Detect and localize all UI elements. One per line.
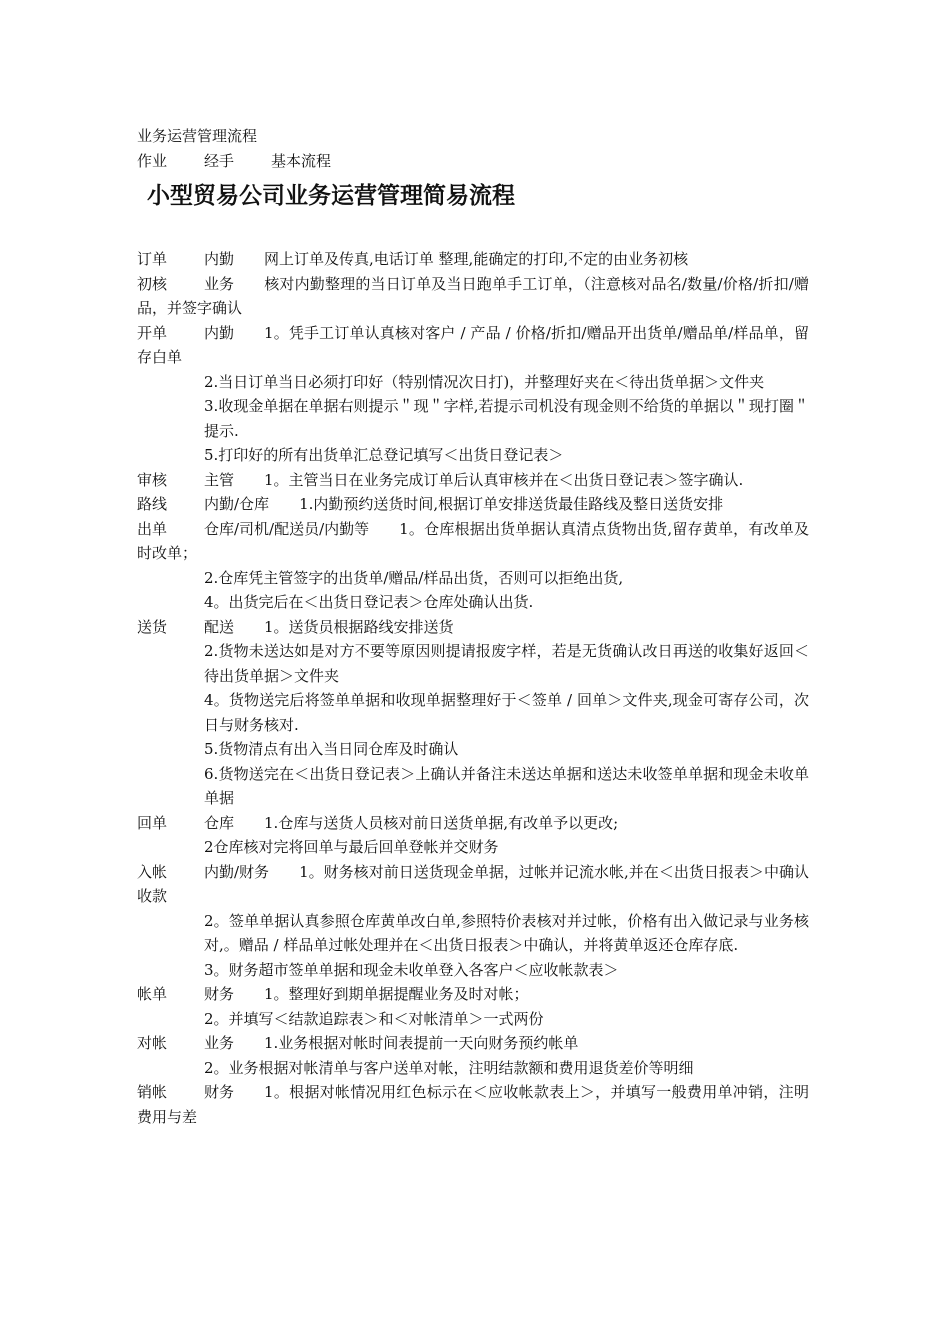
row-text: 1。凭手工订单认真核对客户 / 产品 / 价格/折扣/赠品开出货单/赠品单/样品单，留存白单 xyxy=(137,323,809,366)
row-operation: 销帐 xyxy=(137,1083,168,1101)
column-header-operation: 作业 xyxy=(137,151,168,170)
row-text: 5.货物清点有出入当日同仓库及时确认 xyxy=(204,740,459,758)
row-text: 1。送货员根据路线安排送货 xyxy=(264,617,454,636)
row-operation: 出单 xyxy=(137,519,168,538)
row-text: 2。业务根据对帐清单与客户送单对帐，注明结款额和费用退货差价等明细 xyxy=(204,1058,694,1077)
spacer xyxy=(137,227,809,247)
process-row xyxy=(137,492,809,517)
row-operation: 入帐 xyxy=(137,862,168,881)
row-handler: 配送 xyxy=(204,617,235,636)
row-text: 网上订单及传真,电话订单 整理,能确定的打印,不定的由业务初核 xyxy=(264,250,689,268)
process-row xyxy=(137,394,809,443)
process-row xyxy=(137,811,809,836)
row-handler: 内勤 xyxy=(204,250,235,268)
row-handler: 财务 xyxy=(204,985,235,1003)
row-text: 2.仓库凭主管签字的出货单/赠品/样品出货，否则可以拒绝出货, xyxy=(204,568,624,587)
process-row xyxy=(137,688,809,737)
row-text: 5.打印好的所有出货单汇总登记填写＜出货日登记表＞ xyxy=(204,446,564,464)
process-row xyxy=(137,443,809,468)
row-text: 4。出货完后在＜出货日登记表＞仓库处确认出货. xyxy=(204,593,534,611)
process-row xyxy=(137,1031,809,1056)
document-page xyxy=(137,124,809,1129)
process-row xyxy=(137,1007,809,1032)
process-row xyxy=(137,321,809,370)
column-header-process: 基本流程 xyxy=(271,151,332,170)
row-text: 1.内勤预约送货时间,根据订单安排送货最佳路线及整日送货安排 xyxy=(299,495,724,513)
row-handler: 仓库/司机/配送员/内勤等 xyxy=(204,519,370,538)
row-text: 1.业务根据对帐时间表提前一天向财务预约帐单 xyxy=(264,1034,579,1052)
process-row xyxy=(137,835,809,860)
row-operation: 审核 xyxy=(137,470,168,489)
process-row xyxy=(137,247,809,272)
process-row xyxy=(137,370,809,395)
process-row xyxy=(137,468,809,493)
process-row xyxy=(137,1080,809,1129)
row-text: 1。根据对帐情况用红色标示在＜应收帐款表上＞，并填写一般费用单冲销，注明费用与差 xyxy=(137,1083,809,1126)
row-text: 2。签单单据认真参照仓库黄单改白单,参照特价表核对并过帐，价格有出入做记录与业务核对,。赠品 / 样品单过帐处理并在＜出货日报表＞中确认，并将黄单返还仓库存底. xyxy=(204,911,809,954)
page-title: 小型贸易公司业务运营管理简易流程 xyxy=(147,183,515,209)
row-text: 1.仓库与送货人员核对前日送货单据,有改单予以更改; xyxy=(264,813,619,832)
row-handler: 内勤 xyxy=(204,323,235,342)
row-text: 核对内勤整理的当日订单及当日跑单手工订单，（注意核对品名/数量/价格/折扣/赠品，并签字确认 xyxy=(137,274,809,317)
process-row xyxy=(137,762,809,811)
row-text: 2仓库核对完将回单与最后回单登帐并交财务 xyxy=(204,838,499,856)
row-operation: 订单 xyxy=(137,250,168,268)
row-text: 1。财务核对前日送货现金单据，过帐并记流水帐,并在＜出货日报表＞中确认收款 xyxy=(137,862,809,905)
row-operation: 帐单 xyxy=(137,985,168,1003)
row-operation: 回单 xyxy=(137,813,168,832)
row-text: 2。并填写＜结款追踪表＞和＜对帐清单＞一式两份 xyxy=(204,1009,544,1028)
row-handler: 内勤/仓库 xyxy=(204,495,270,513)
row-operation: 送货 xyxy=(137,617,168,636)
row-operation: 初核 xyxy=(137,274,168,293)
column-header xyxy=(137,149,809,174)
process-row xyxy=(137,1056,809,1081)
row-text: 1。整理好到期单据提醒业务及时对帐； xyxy=(264,985,529,1003)
row-text: 1。主管当日在业务完成订单后认真审核并在＜出货日登记表＞签字确认. xyxy=(264,470,744,489)
process-row xyxy=(137,590,809,615)
doc-name: 业务运营管理流程 xyxy=(137,127,258,145)
row-text: 3。财务超市签单单据和现金未收单登入各客户＜应收帐款表＞ xyxy=(204,960,619,979)
row-text: 1。仓库根据出货单据认真清点货物出货,留存黄单，有改单及时改单； xyxy=(137,519,809,562)
process-row xyxy=(137,639,809,688)
process-row xyxy=(137,909,809,958)
process-row xyxy=(137,272,809,321)
process-row xyxy=(137,615,809,640)
row-handler: 主管 xyxy=(204,470,235,489)
row-operation: 对帐 xyxy=(137,1034,168,1052)
process-row xyxy=(137,566,809,591)
row-text: 3.收现金单据在单据右则提示＂现＂字样,若提示司机没有现金则不给货的单据以＂现打圈＂提示. xyxy=(204,397,809,440)
row-text: 6.货物送完在＜出货日登记表＞上确认并备注未送达单据和送达未收签单单据和现金未收单单据 xyxy=(204,764,809,807)
row-handler: 仓库 xyxy=(204,813,235,832)
row-text: 4。货物送完后将签单单据和收现单据整理好于＜签单 / 回单＞文件夹,现金可寄存公司，次日与财务核对. xyxy=(204,691,809,734)
process-row xyxy=(137,982,809,1007)
row-handler: 业务 xyxy=(204,1034,235,1052)
column-header-handler: 经手 xyxy=(204,151,235,170)
process-list xyxy=(137,247,809,1129)
row-text: 2.当日订单当日必须打印好（特别情况次日打)，并整理好夹在＜待出货单据＞文件夹 xyxy=(204,372,765,391)
process-row xyxy=(137,860,809,909)
row-operation: 路线 xyxy=(137,495,168,513)
row-handler: 财务 xyxy=(204,1083,235,1101)
process-row xyxy=(137,958,809,983)
row-handler: 内勤/财务 xyxy=(204,862,270,881)
row-operation: 开单 xyxy=(137,323,168,342)
row-handler: 业务 xyxy=(204,274,235,293)
process-row xyxy=(137,737,809,762)
row-text: 2.货物未送达如是对方不要等原因则提请报废字样，若是无货确认改日再送的收集好返回＜待出货单据＞文件夹 xyxy=(204,642,809,685)
process-row xyxy=(137,517,809,566)
